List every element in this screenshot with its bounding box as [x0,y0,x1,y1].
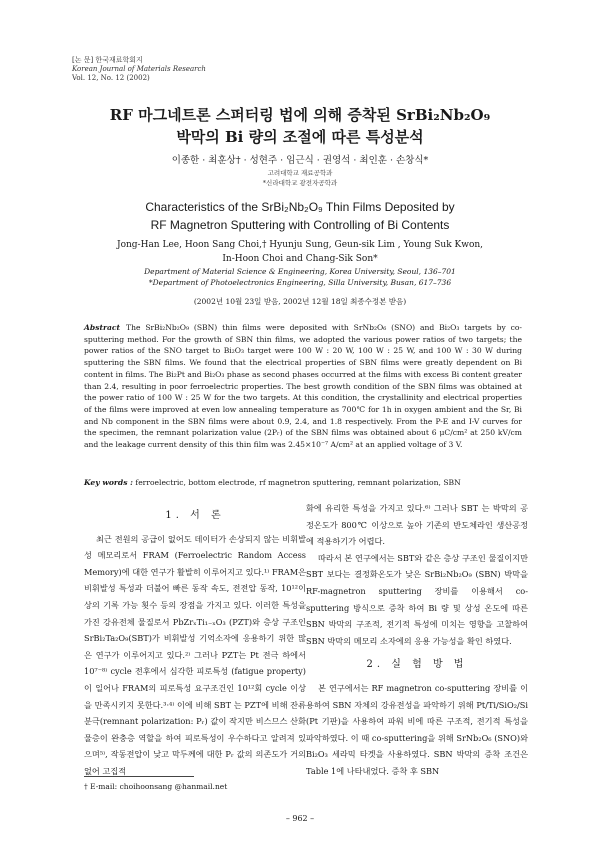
journal-volume: Vol. 12, No. 12 (2002) [72,74,150,82]
affiliation-korean-1: 고려대학교 재료공학과 [267,169,333,177]
affiliation-english-2: *Department of Photoelectronics Engineering, Silla University, Busan, 617–736 [148,278,452,287]
affiliation-english-1: Department of Material Science & Engineering, Korea University, Seoul, 136–701 [144,267,456,276]
title-english-line2: RF Magnetron Sputtering with Controlling of Bi Contents [150,218,450,232]
affiliations-english [0,266,600,288]
abstract [84,322,522,451]
paragraph-methods-1: 본 연구에서는 RF magnetron co-sputtering 장비를 이용하여 SBN 자체의 강유전성을 파악하기 위해 Pt/Ti/SiO₂/Si (Pt 기판)을 사용하여 파워 비에 따른 구조적, 전기적 특성을 파악하였다. 이 때 co-sputtering을 위해 SrNb₂O₆ (SNO)와 Bi₂O₃ 세라믹 타겟을 사용하였다. SBN 박막의 증착 조건은 Table 1에 나타내었다. 증착 후 SBN [306,682,528,776]
authors-english-line1: Jong-Han Lee, Hoon Sang Choi,† Hyunju Sung, Geun-sik Lim , Young Suk Kwon, [116,240,484,250]
paragraph-intro-2: 따라서 본 연구에서는 SBT와 같은 층상 구조인 물질이지만 SBT 보다는 결정화온도가 낮은 SrBi₂Nb₂O₉ (SBN) 박막을 RF-magnetron sputtering 장비를 이용해서 co-sputtering 방식으로 증착 하여 Bi 량 및 상성 온도에 따른 SBN 박막의 구조적, 전기적 특성에 미치는 영향을 고찰하여 SBN 박막의 메모리 소자에의 응용 가능성을 확인 하였다. [306,552,528,646]
authors-korean: 이종한 · 최훈상† · 성현주 · 임근식 · 권영석 · 최인훈 · 손창식* [171,155,429,166]
journal-category: [논 문] 한국재료학회지 [72,56,143,64]
journal-name: Korean Journal of Materials Research [72,65,206,73]
keywords [84,478,522,487]
title-korean [0,104,600,148]
title-korean-line2: 박막의 Bi 량의 조절에 따른 특성분석 [176,128,424,146]
keywords-text: ferroelectric, bottom electrode, rf magnetron sputtering, remnant polarization, SBN [132,478,461,487]
title-english-line1: Characteristics of the SrBi₂Nb₂O₉ Thin Films Deposited by [145,200,455,214]
paragraph-intro-1: 최근 전원의 공급이 없어도 데이터가 손상되지 않는 비휘발성 메모리로서 FRAM (Ferroelectric Random Access Memory)에 대한 연구가 활발히 이루어지고 있다.¹⁾ FRAM은 비휘발성 특성과 더불어 빠른 동작 속도, 전전압 동작, 10¹²이상의 기록 가능 횟수 등의 장점을 가지고 있다. 이러한 특성을 가진 강유전체 물질로서 PbZrₓTi₁₋ₓO₃ (PZT)와 층상 구조인 SrBi₂Ta₂O₉(SBT)가 비휘발성 기억소자에 응용하기 위한 많은 연구가 이루어지고 있다.²⁾ 그러나 PZT는 Pt 전극 하에서 10⁷⁻⁸⁾ cycle 전후에서 심각한 피로특성 (fatigue property) 이 일어나 FRAM의 피로특성 요구조건인 10¹²회 cycle 이상을 만족시키지 못한다.³·⁴⁾ 이에 비해 SBT 는 PZT에 비해 잔류 분극(remnant polarization: Pᵣ) 값이 작지만 비스므스 산화물층이 완충층 역할을 하여 피로특성이 우수하다고 알려져 있으며⁵⁾, 작동전압이 낮고 막두께에 대한 Pᵣ 값의 의존도가 거의 없어 고집적 [84,533,306,776]
paragraph-intro-continued: 화에 유리한 특성을 가지고 있다.⁶⁾ 그러나 SBT 는 박막의 공정온도가 800℃ 이상으로 높아 기존의 반도체라인 생산공정에 적용하기가 어렵다. [306,503,528,547]
received-dates: (2002년 10월 23일 받음, 2002년 12월 18일 최종수정본 받음) [193,297,407,306]
footnote-divider [84,776,194,777]
journal-header [72,56,206,83]
column-right [306,500,528,780]
authors-english-line2: In-Hoon Choi and Chang-Sik Son* [222,254,378,264]
column-left [84,500,306,780]
affiliations-korean [0,168,600,188]
abstract-label: Abstract [84,323,121,332]
section-heading-methods: 2. 실 험 방 법 [366,659,468,671]
title-english [0,198,600,234]
footnote-email: † E-mail: choihoonsang @hanmail.net [84,782,228,791]
title-korean-line1: RF 마그네트론 스퍼터링 법에 의해 증착된 SrBi₂Nb₂O₉ [109,106,491,124]
affiliation-korean-2: *신라대학교 광전자공학과 [262,179,338,187]
page-number: – 962 – [285,814,315,823]
keywords-label: Key words : [84,478,133,487]
section-heading-introduction: 1. 서 론 [165,510,225,521]
abstract-text: The SrBi₂Nb₂O₉ (SBN) thin films were deposited with SrNb₂O₆ (SNO) and Bi₂O₃ targets by co-sputtering method. For the growth of SBN thin films, we adopted the various power ratios of two targets; the power ratios of the SNO target to Bi₂O₃ target were 100 W : 20 W, 100 W : 25 W, and 100 W : 30 W during sputtering the SBN films. We found that the electrical properties of SBN films were greatly dependent on Bi content in films. The Bi₂Pt and Bi₂O₃ phase as second phases occurred at the films with excess Bi content greater than 2.4, resulting in poor ferroelectric properties. The best growth condition of the SBN films was obtained at the power ratio of 100 W : 25 W for the two targets. At this condition, the crystallinity and electrical properties of the films were improved at even low annealing temperature as 700℃ for 1h in oxygen ambient and the Sr, Bi and Nb component in the SBN films were about 0.9, 2.4, and 1.8 respectively. From the P-E and I-V curves for the specimen, the remnant polarization value (2Pᵣ) of the SBN films was obtained about 6 μC/cm² at 250 kV/cm and the leakage current density of this thin film was 2.45×10⁻⁷ A/cm² at an applied voltage of 3 V. [84,323,522,450]
authors-english [0,238,600,266]
